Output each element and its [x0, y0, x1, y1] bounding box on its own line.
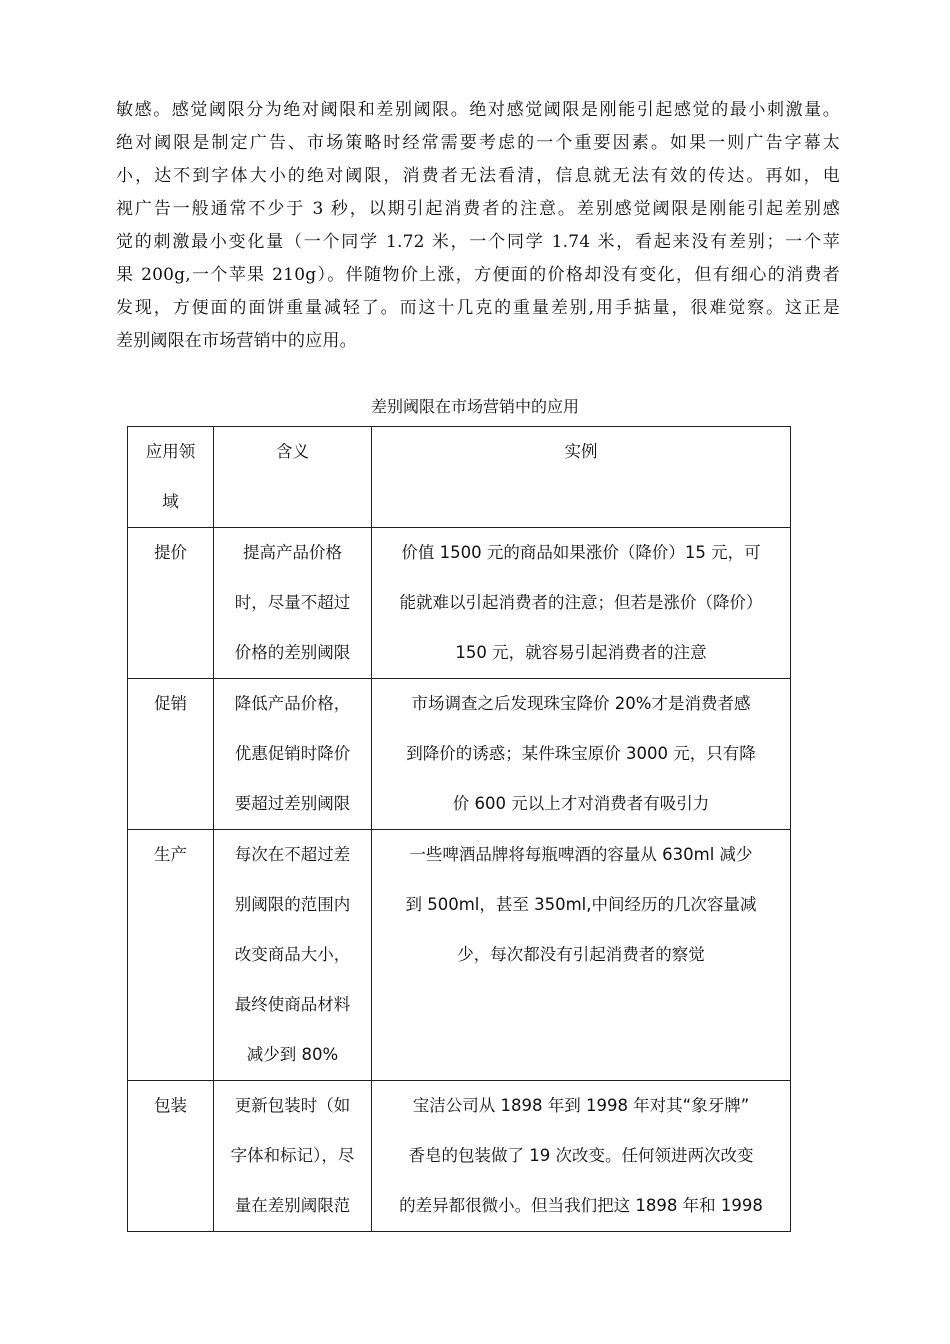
example-line: 价值 1500 元的商品如果涨价（降价）15 元，可	[401, 543, 761, 562]
example-cell	[372, 830, 791, 1081]
example-line: 能就难以引起消费者的注意；但若是涨价（降价）	[399, 593, 763, 612]
body-paragraph	[116, 94, 840, 358]
meaning-line: 最终使商品材料	[234, 995, 351, 1014]
meaning-line: 时，尽量不超过	[234, 593, 351, 612]
meaning-line: 每次在不超过差	[234, 845, 351, 864]
field-label: 生产	[154, 845, 187, 864]
example-line: 一些啤酒品牌将每瓶啤酒的容量从 630ml 减少	[409, 845, 753, 864]
field-label: 促销	[154, 694, 187, 713]
field-cell	[128, 1081, 214, 1232]
example-cell	[372, 679, 791, 830]
meaning-line: 更新包装时（如	[234, 1096, 351, 1115]
meaning-cell	[214, 830, 372, 1081]
example-line: 到降价的诱惑；某件珠宝原价 3000 元，只有降	[406, 744, 756, 763]
application-table	[127, 426, 791, 1232]
field-label: 提价	[154, 543, 187, 562]
example-line: 价 600 元以上才对消费者有吸引力	[452, 794, 710, 813]
paragraph-line: 视广告一般通常不少于 3 秒，以期引起消费者的注意。差别感觉阈限是刚能引起差别感	[116, 199, 840, 219]
meaning-line: 要超过差别阈限	[234, 794, 351, 813]
field-cell	[128, 679, 214, 830]
table-row	[128, 830, 791, 1081]
meaning-line: 降低产品价格，	[234, 694, 351, 713]
table-caption: 差别阈限在市场营销中的应用	[370, 397, 579, 416]
paragraph-line: 小，达不到字体大小的绝对阈限，消费者无法看清，信息就无法有效的传达。再如，电	[116, 166, 840, 186]
header-field-line: 域	[162, 492, 179, 511]
paragraph-line: 差别阈限在市场营销中的应用。	[116, 331, 357, 351]
example-cell	[372, 528, 791, 679]
header-field	[128, 427, 214, 528]
paragraph-line: 果 200g,一个苹果 210g）。伴随物价上涨，方便面的价格却没有变化，但有细心的消费者	[116, 265, 840, 285]
field-cell	[128, 528, 214, 679]
meaning-line: 字体和标记），尽	[230, 1146, 355, 1165]
example-line: 宝洁公司从 1898 年到 1998 年对其“象牙牌”	[412, 1096, 750, 1115]
header-example	[372, 427, 791, 528]
header-field-line: 应用领	[145, 442, 196, 461]
table-row	[128, 1081, 791, 1232]
table-row	[128, 528, 791, 679]
field-cell	[128, 830, 214, 1081]
header-meaning-label: 含义	[276, 442, 309, 461]
header-example-label: 实例	[564, 442, 598, 461]
paragraph-line: 发现，方便面的面饼重量减轻了。而这十几克的重量差别,用手掂量，很难觉察。这正是	[116, 298, 840, 318]
meaning-cell	[214, 679, 372, 830]
example-line: 到 500ml，甚至 350ml,中间经历的几次容量减	[405, 895, 757, 914]
meaning-line: 减少到 80%	[246, 1045, 339, 1064]
meaning-line: 量在差别阈限范	[234, 1196, 351, 1215]
meaning-line: 提高产品价格	[243, 543, 342, 562]
example-line: 市场调查之后发现珠宝降价 20%才是消费者感	[411, 694, 751, 713]
table-row	[128, 679, 791, 830]
example-line: 的差异都很微小。但当我们把这 1898 年和 1998	[399, 1196, 763, 1215]
meaning-line: 价格的差别阈限	[234, 643, 351, 662]
field-label: 包装	[154, 1096, 187, 1115]
table-header-row	[128, 427, 791, 528]
meaning-line: 优惠促销时降价	[234, 744, 351, 763]
paragraph-line: 绝对阈限是制定广告、市场策略时经常需要考虑的一个重要因素。如果一则广告字幕太	[116, 133, 840, 153]
example-line: 少，每次都没有引起消费者的察觉	[457, 945, 705, 964]
paragraph-line: 觉的刺激最小变化量（一个同学 1.72 米，一个同学 1.74 米，看起来没有差别；一个苹	[116, 232, 840, 252]
example-line: 香皂的包装做了 19 次改变。任何领进两次改变	[408, 1146, 754, 1165]
header-meaning	[214, 427, 372, 528]
meaning-cell	[214, 528, 372, 679]
meaning-line: 别阈限的范围内	[234, 895, 351, 914]
paragraph-line: 敏感。感觉阈限分为绝对阈限和差别阈限。绝对感觉阈限是刚能引起感觉的最小刺激量。	[116, 100, 840, 120]
example-cell	[372, 1081, 791, 1232]
example-line: 150 元，就容易引起消费者的注意	[455, 643, 707, 662]
meaning-line: 改变商品大小，	[234, 945, 351, 964]
meaning-cell	[214, 1081, 372, 1232]
